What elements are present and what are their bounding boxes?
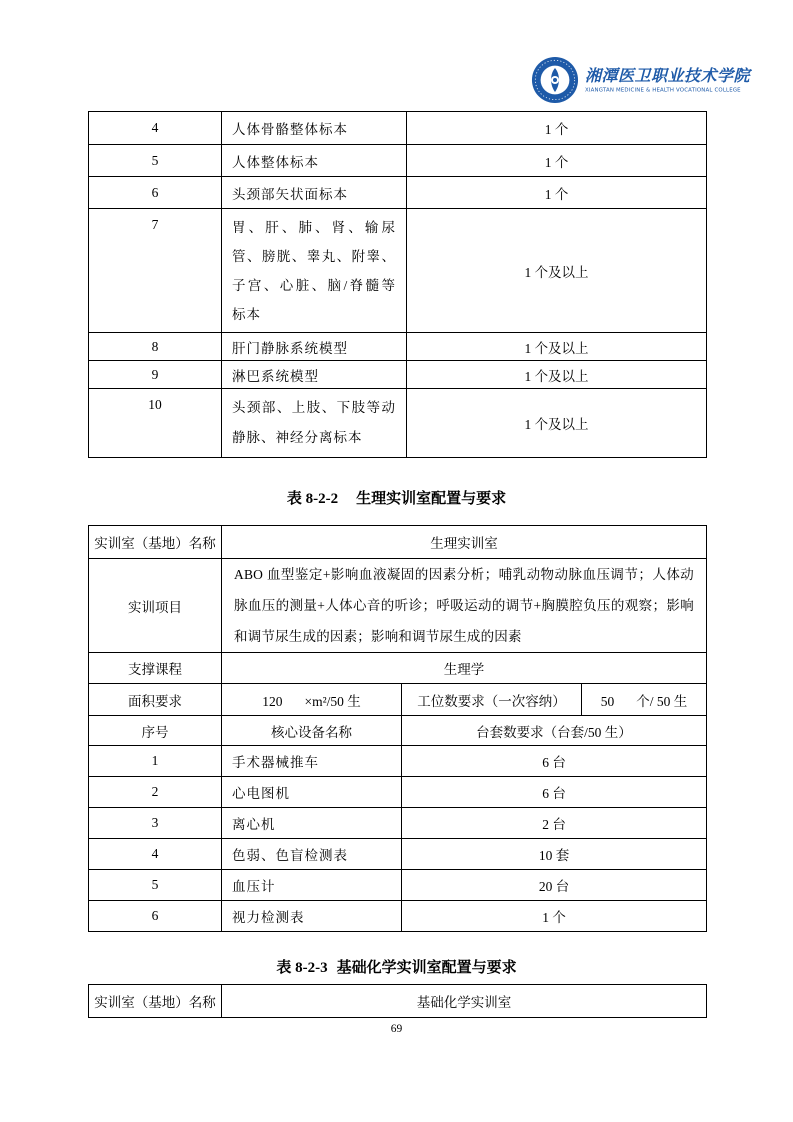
table-row — [89, 985, 707, 1018]
quantity-cell: 20 台 — [402, 870, 707, 901]
equipment-name-cell: 淋巴系统模型 — [222, 361, 407, 389]
table-number-label: 表 8-2-3 — [276, 960, 328, 976]
table-row — [89, 526, 707, 559]
quantity-cell: 6 台 — [402, 777, 707, 808]
college-logo-icon — [531, 56, 579, 104]
project-label-cell: 实训项目 — [89, 559, 222, 653]
row-number-cell: 4 — [89, 839, 222, 870]
chemistry-table-title — [0, 956, 793, 977]
area-label-cell: 面积要求 — [89, 684, 222, 716]
row-number-cell: 3 — [89, 808, 222, 839]
quantity-cell: 1 个及以上 — [407, 361, 707, 389]
area-unit: ×m²/50 生 — [304, 693, 361, 709]
row-number-cell: 10 — [89, 389, 222, 458]
area-value-cell — [222, 684, 402, 716]
table-row — [89, 653, 707, 684]
table-row — [89, 361, 707, 389]
room-name-label-cell: 实训室（基地）名称 — [89, 985, 222, 1018]
specimen-table — [88, 111, 707, 458]
table-row — [89, 177, 707, 209]
row-number-cell: 9 — [89, 361, 222, 389]
capacity-number: 50 — [600, 693, 615, 709]
row-number-cell: 2 — [89, 777, 222, 808]
college-name-cn: 湘潭医卫职业技术学院 — [585, 67, 751, 85]
equipment-name-cell: 肝门静脉系统模型 — [222, 333, 407, 361]
quantity-cell: 1 个 — [407, 112, 707, 145]
quantity-cell: 1 个 — [407, 145, 707, 177]
table-row — [89, 559, 707, 653]
table-title-text: 生理实训室配置与要求 — [356, 491, 507, 507]
page-number: 69 — [390, 1023, 403, 1035]
row-number-cell: 5 — [89, 870, 222, 901]
table-row — [89, 333, 707, 361]
header-logo — [531, 56, 758, 104]
quantity-cell: 1 个及以上 — [407, 333, 707, 361]
quantity-cell: 1 个及以上 — [407, 209, 707, 333]
capacity-value-cell — [582, 684, 707, 716]
course-value-cell: 生理学 — [222, 653, 707, 684]
quantity-cell: 2 台 — [402, 808, 707, 839]
quantity-cell: 1 个 — [402, 901, 707, 932]
college-name-en: XIANGTAN MEDICINE & HEALTH VOCATIONAL COLLEGE — [585, 86, 741, 93]
area-number: 120 — [262, 693, 283, 709]
quantity-cell: 1 个及以上 — [407, 389, 707, 458]
capacity-label-cell: 工位数要求（一次容纳） — [402, 684, 582, 716]
project-value-cell: ABO 血型鉴定+影响血液凝固的因素分析；哺乳动物动脉血压调节；人体动脉血压的测量+人体心音的听诊；呼吸运动的调节+胸膜腔负压的观察；影响和调节尿生成的因素；影响和调节尿生成的因素 — [222, 559, 707, 653]
table-row — [89, 839, 707, 870]
table-row — [89, 112, 707, 145]
room-name-value-cell: 生理实训室 — [222, 526, 707, 559]
equipment-name-cell: 视力检测表 — [222, 901, 402, 932]
row-number-cell: 5 — [89, 145, 222, 177]
row-number-cell: 6 — [89, 901, 222, 932]
equipment-name-cell: 头颈部矢状面标本 — [222, 177, 407, 209]
course-label-cell: 支撑课程 — [89, 653, 222, 684]
quantity-cell: 1 个 — [407, 177, 707, 209]
equipment-name-cell: 人体整体标本 — [222, 145, 407, 177]
column-header-number: 序号 — [89, 716, 222, 746]
capacity-unit: 个/ 50 生 — [636, 693, 688, 709]
equipment-name-cell: 胃、肝、肺、肾、输尿管、膀胱、睾丸、附睾、子宫、心脏、脑/脊髓等标本 — [222, 209, 407, 333]
row-number-cell: 6 — [89, 177, 222, 209]
physiology-table — [88, 525, 707, 932]
equipment-name-cell: 手术器械推车 — [222, 746, 402, 777]
table-title-text: 基础化学实训室配置与要求 — [336, 960, 517, 976]
table-row — [89, 808, 707, 839]
table-header-row — [89, 716, 707, 746]
equipment-name-cell: 色弱、色盲检测表 — [222, 839, 402, 870]
room-name-value-cell: 基础化学实训室 — [222, 985, 707, 1018]
college-name-block — [585, 67, 758, 94]
row-number-cell: 8 — [89, 333, 222, 361]
chemistry-table — [88, 984, 707, 1018]
equipment-name-cell: 离心机 — [222, 808, 402, 839]
table-row — [89, 901, 707, 932]
table-row — [89, 870, 707, 901]
equipment-name-cell: 血压计 — [222, 870, 402, 901]
table-row — [89, 746, 707, 777]
column-header-name: 核心设备名称 — [222, 716, 402, 746]
table-row — [89, 777, 707, 808]
equipment-name-cell: 头颈部、上肢、下肢等动静脉、神经分离标本 — [222, 389, 407, 458]
row-number-cell: 4 — [89, 112, 222, 145]
table-row — [89, 389, 707, 458]
room-name-label-cell: 实训室（基地）名称 — [89, 526, 222, 559]
column-header-quantity: 台套数要求（台套/50 生） — [402, 716, 707, 746]
table-row — [89, 209, 707, 333]
physiology-table-title — [0, 487, 793, 508]
quantity-cell: 6 台 — [402, 746, 707, 777]
table-row — [89, 145, 707, 177]
quantity-cell: 10 套 — [402, 839, 707, 870]
table-row — [89, 684, 707, 716]
equipment-name-cell: 心电图机 — [222, 777, 402, 808]
equipment-name-cell: 人体骨骼整体标本 — [222, 112, 407, 145]
table-number-label: 表 8-2-2 — [286, 491, 339, 507]
row-number-cell: 1 — [89, 746, 222, 777]
row-number-cell: 7 — [89, 209, 222, 333]
